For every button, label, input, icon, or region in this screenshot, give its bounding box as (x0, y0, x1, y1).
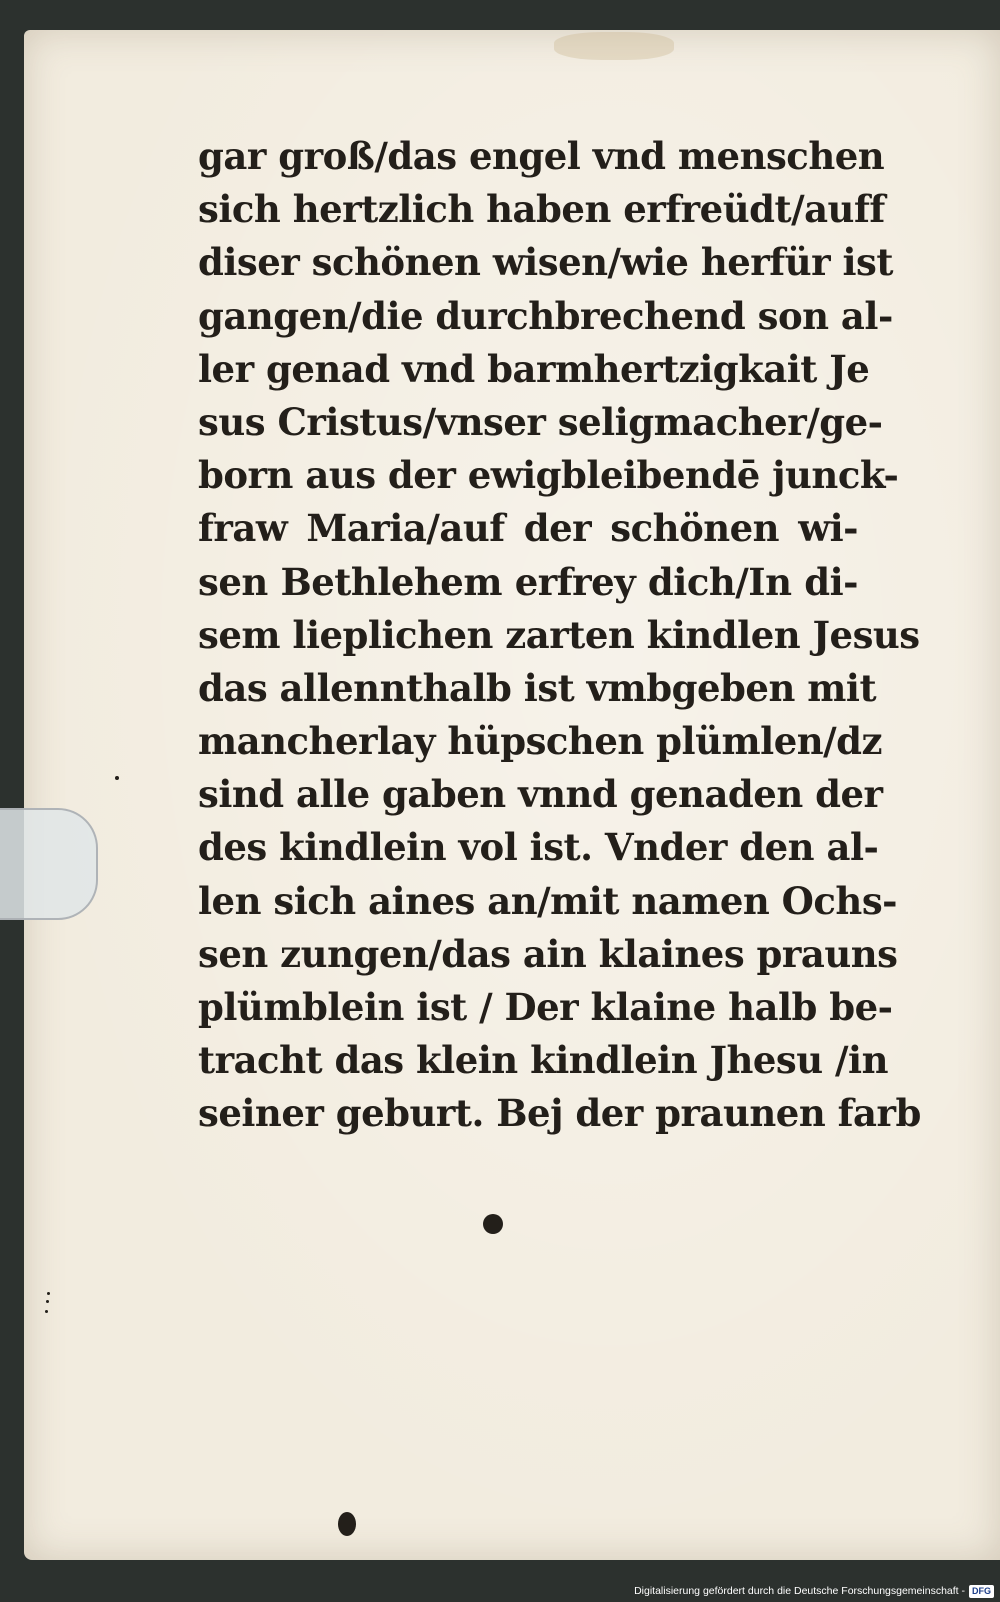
text-line: sen zungen/das ain klaines prauns (198, 931, 898, 976)
credit-text: Digitalisierung gefördert durch die Deutsche Forschungsgemeinschaft - (634, 1585, 965, 1597)
text-line: sen Bethlehem erfrey dich/In di- (198, 559, 858, 604)
ink-spot (338, 1512, 356, 1536)
text-line: gangen/die durchbrechend son al- (198, 293, 893, 338)
ink-spot (483, 1214, 503, 1234)
text-line: born aus der ewigbleibendē junck- (198, 453, 899, 498)
ink-spot (115, 776, 119, 780)
text-line: fraw Maria/auf der schönen wi- (198, 506, 858, 551)
text-line: sind alle gaben vnnd genaden der (198, 772, 883, 817)
dfg-logo: DFG (969, 1585, 994, 1598)
page-clip (0, 808, 98, 920)
text-line: plümblein ist / Der klaine halb be- (198, 985, 893, 1029)
blackletter-text-block (198, 130, 921, 1141)
text-line: sus Cristus/vnser seligmacher/ge- (198, 399, 883, 444)
page-stain (554, 32, 674, 60)
text-line: mancherlay hüpschen plümlen/dz (198, 719, 883, 764)
text-line: gar groß/das engel vnd menschen (198, 134, 885, 178)
text-line: sich hertzlich haben erfreüdt/auff (198, 187, 885, 232)
ink-spot (47, 1292, 50, 1295)
ink-spot (46, 1300, 49, 1303)
digitization-credit (634, 1582, 994, 1600)
text-line: seiner geburt. Bej der praunen farb (198, 1091, 921, 1136)
text-line: tracht das klein kindlein Jhesu /in (198, 1038, 889, 1083)
ink-spot (45, 1310, 48, 1313)
text-line: diser schönen wisen/wie herfür ist (198, 240, 893, 285)
text-line: des kindlein vol ist. Vnder den al- (198, 825, 879, 870)
text-line: len sich aines an/mit namen Ochs- (198, 878, 898, 923)
text-line: das allennthalb ist vmbgeben mit (198, 665, 877, 710)
text-line: ler genad vnd barmhertzigkait Je (198, 346, 870, 391)
text-line: sem lieplichen zarten kindlen Jesus (198, 612, 920, 657)
